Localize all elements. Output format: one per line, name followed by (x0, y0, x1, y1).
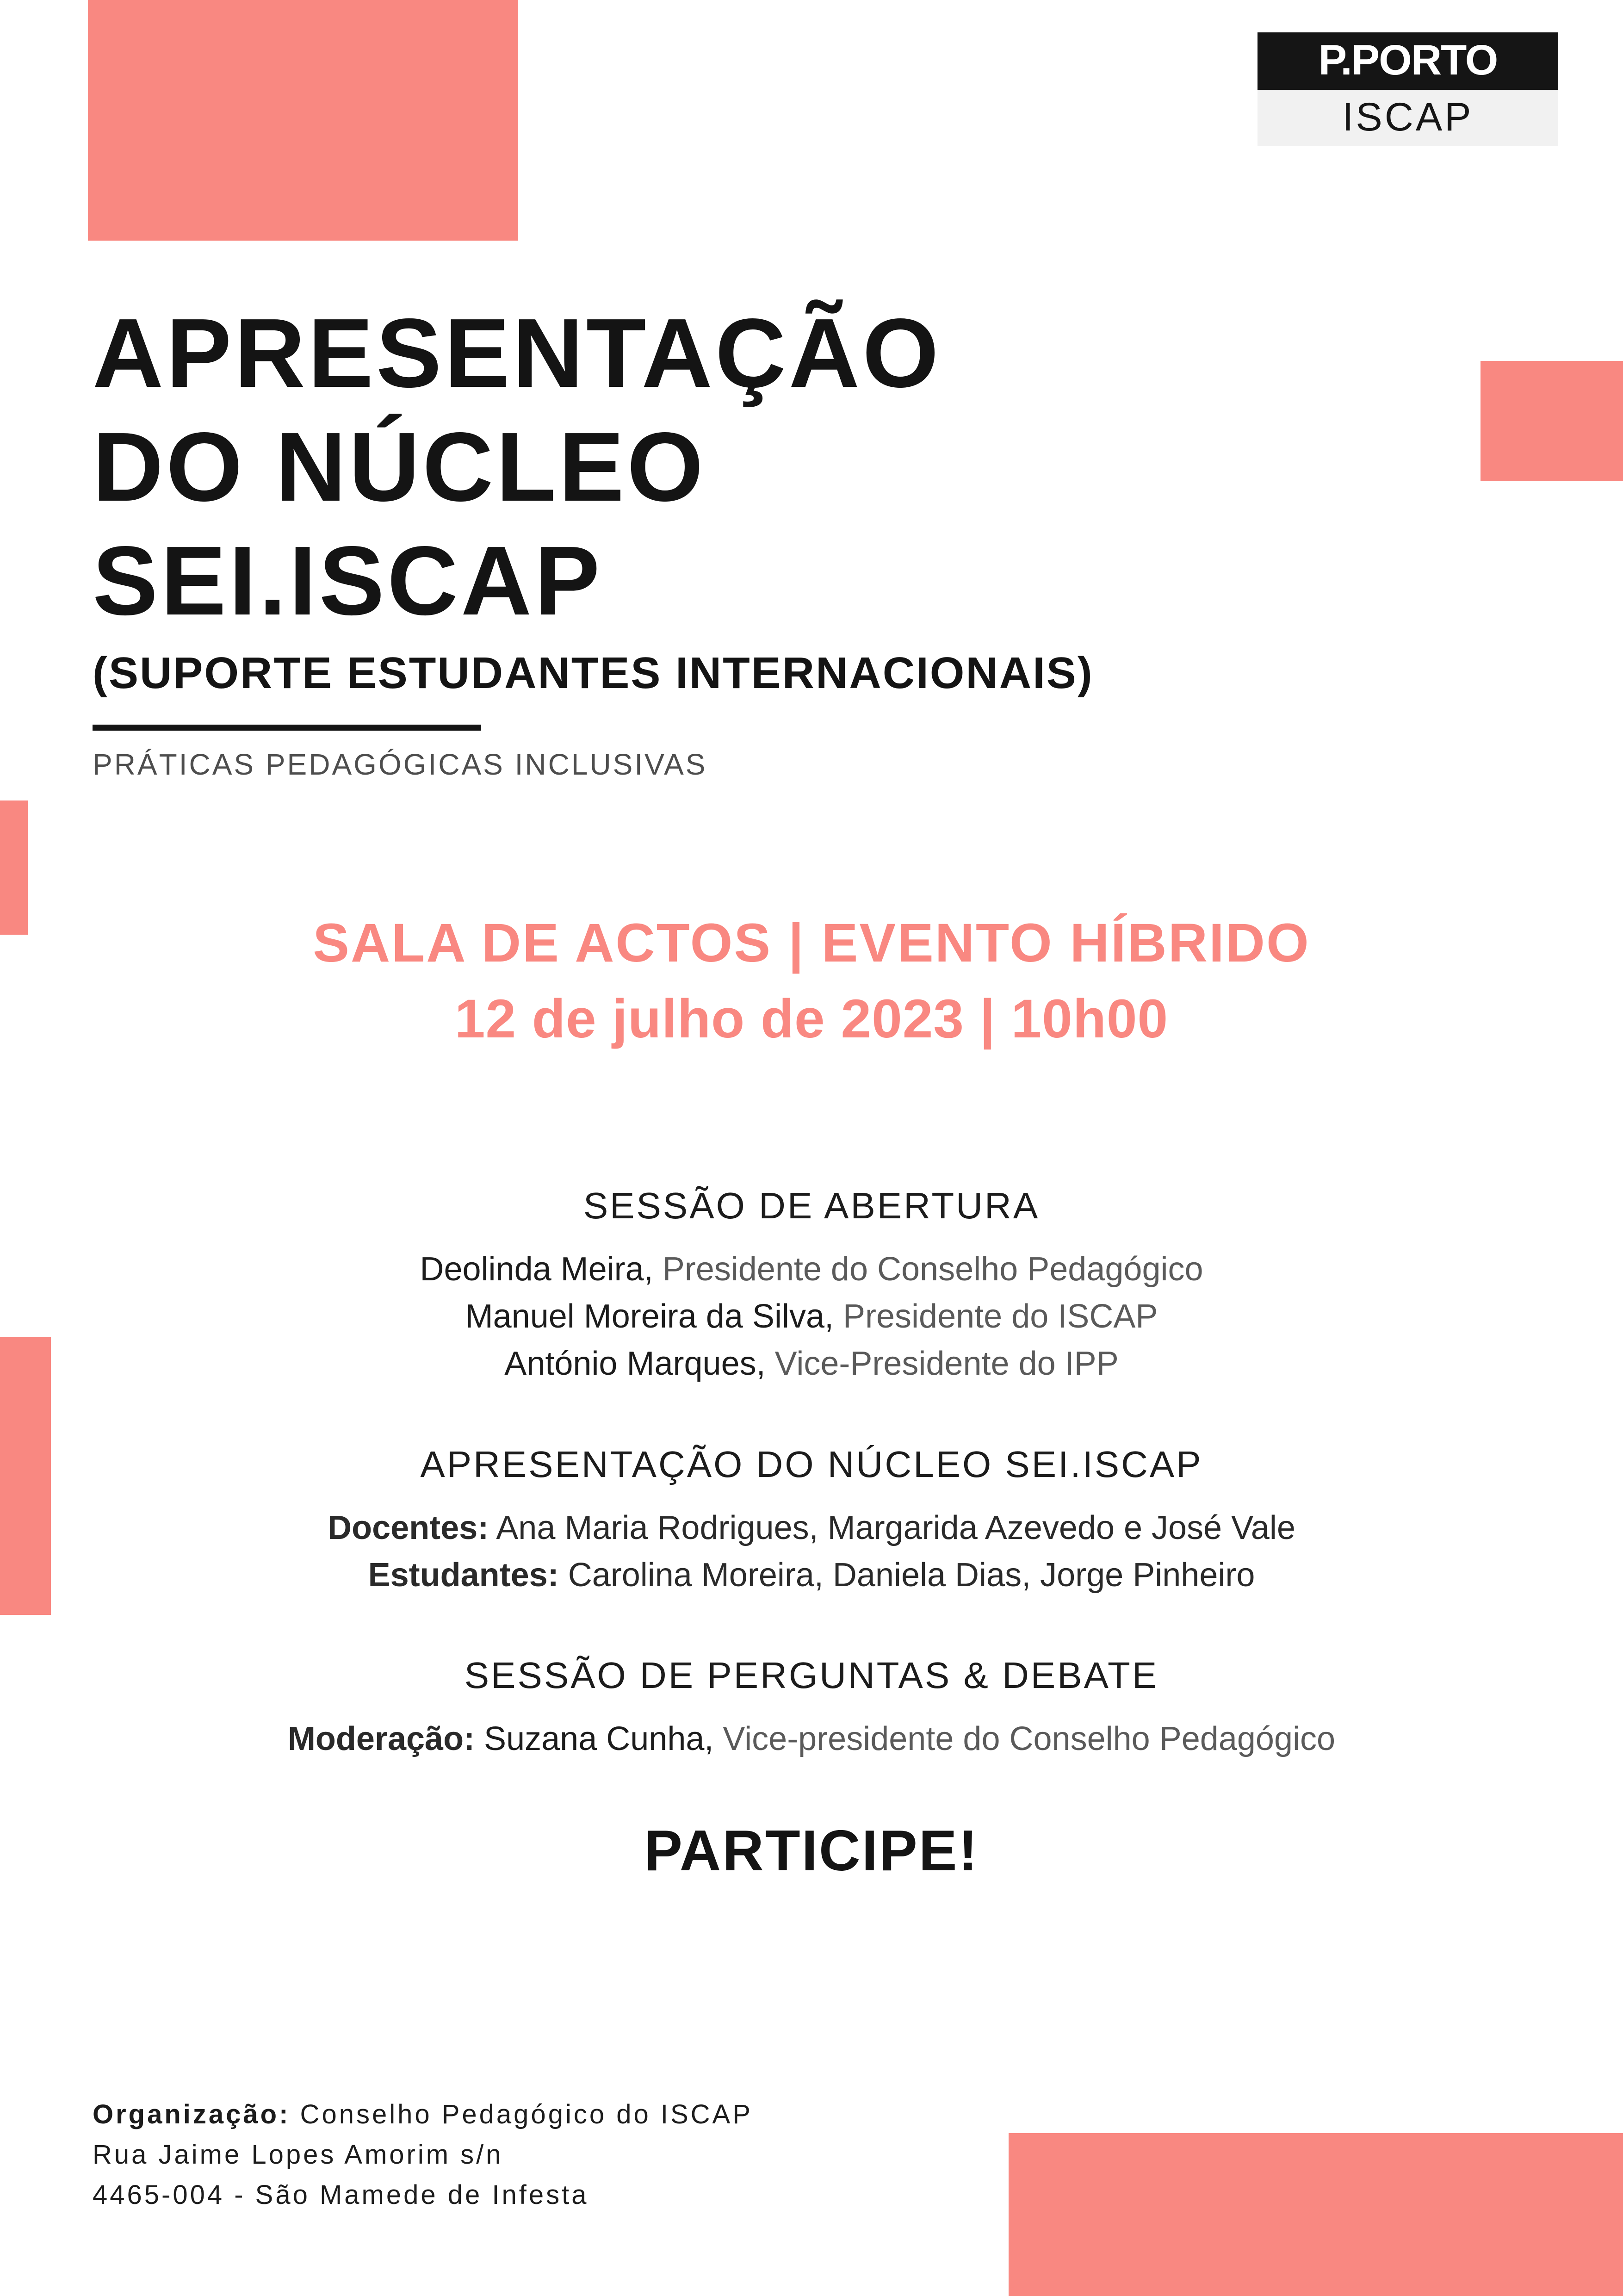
page-title-line-3: SEI.ISCAP (93, 525, 603, 635)
person-role: Presidente do Conselho Pedagógico (653, 1251, 1203, 1288)
call-to-action: PARTICIPE! (644, 1819, 979, 1883)
organization-line (93, 2094, 753, 2135)
section-title-opening: SESSÃO DE ABERTURA (583, 1185, 1040, 1226)
person-name: Manuel Moreira da Silva, (465, 1298, 834, 1335)
event-details (0, 912, 1623, 1050)
section-title-presentation: APRESENTAÇÃO DO NÚCLEO SEI.ISCAP (420, 1443, 1203, 1485)
headline-block (93, 296, 1434, 782)
person-name: Deolinda Meira, (420, 1251, 653, 1288)
list-item (0, 1340, 1623, 1387)
moderation-name: Suzana Cunha, (475, 1720, 714, 1758)
programme (0, 1185, 1623, 1884)
list-item (0, 1293, 1623, 1340)
organization-label: Organização: (93, 2099, 291, 2129)
page-title-line-1: APRESENTAÇÃO (93, 298, 942, 408)
footer-organization (93, 2094, 753, 2215)
page-subtitle: (SUPORTE ESTUDANTES INTERNACIONAIS) (93, 648, 1094, 698)
moderation-role: Vice-presidente do Conselho Pedagógico (713, 1720, 1336, 1758)
address-line-2: 4465-004 - São Mamede de Infesta (93, 2180, 589, 2210)
pporto-iscap-logo (1258, 32, 1558, 146)
page-title-line-2: DO NÚCLEO (93, 411, 706, 521)
section-title-debate: SESSÃO DE PERGUNTAS & DEBATE (464, 1655, 1159, 1696)
list-item (0, 1504, 1623, 1551)
address-line-1: Rua Jaime Lopes Amorim s/n (93, 2140, 503, 2170)
person-name: António Marques, (504, 1345, 766, 1383)
section-debate (0, 1654, 1623, 1762)
list-item (0, 1715, 1623, 1762)
person-role: Vice-Presidente do IPP (765, 1345, 1119, 1383)
section-opening (0, 1185, 1623, 1388)
logo-iscap-text: ISCAP (1258, 90, 1558, 146)
divider-rule (93, 725, 481, 731)
decorative-block-top-left (88, 0, 518, 241)
list-item (0, 1551, 1623, 1599)
section-presentation (0, 1443, 1623, 1599)
event-venue: SALA DE ACTOS | EVENTO HÍBRIDO (313, 912, 1310, 974)
role-people: Carolina Moreira, Daniela Dias, Jorge Pinheiro (558, 1556, 1255, 1594)
list-item (0, 1246, 1623, 1293)
role-label: Estudantes: (368, 1556, 559, 1594)
logo-pporto-text: P.PORTO (1258, 32, 1558, 90)
tagline: PRÁTICAS PEDAGÓGICAS INCLUSIVAS (93, 747, 707, 781)
decorative-block-right (1481, 361, 1623, 481)
person-role: Presidente do ISCAP (833, 1298, 1158, 1335)
moderation-label: Moderação: (287, 1720, 475, 1758)
role-people: Ana Maria Rodrigues, Margarida Azevedo e José Vale (489, 1509, 1295, 1546)
decorative-block-bottom (1009, 2133, 1623, 2296)
organization-value: Conselho Pedagógico do ISCAP (290, 2099, 753, 2129)
event-date: 12 de julho de 2023 | 10h00 (454, 988, 1169, 1049)
role-label: Docentes: (328, 1509, 489, 1546)
